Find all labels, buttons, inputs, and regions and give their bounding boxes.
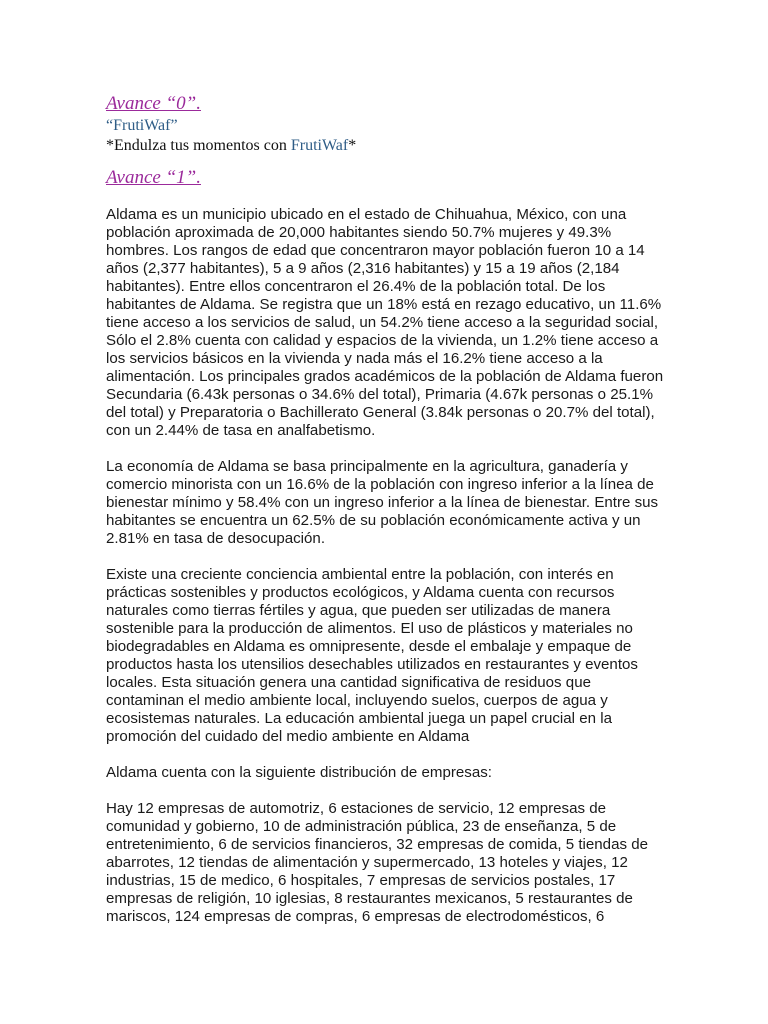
slogan-brand: FrutiWaf <box>290 137 349 154</box>
paragraph-business-list: Hay 12 empresas de automotriz, 6 estaciones de servicio, 12 empresas de comunidad y gobierno, 10 de administración pública, 23 de enseñanza, 5 de entretenimiento, 6 de servicios financieros, 32 empresas de comida, 5 tiendas de abarrotes, 12 tiendas de alimentación y supermercado, 13 hoteles y viajes, 12 industrias, 15 de medico, 6 hospitales, 7 empresas de servicios postales, 17 empresas de religión, 10 iglesias, 8 restaurantes mexicanos, 5 restaurantes de mariscos, 124 empresas de compras, 6 empresas de electrodomésticos, 6 <box>106 800 648 925</box>
slogan-line <box>106 136 666 156</box>
slogan-prefix: *Endulza tus momentos con <box>106 137 291 154</box>
paragraph-economy: La economía de Aldama se basa principalmente en la agricultura, ganadería y comercio minorista con un 16.6% de la población con ingreso inferior a la línea de bienestar mínimo y 58.4% con un ingreso inferior a la línea de bienestar. Entre sus habitantes se encuentra un 62.5% de su población económicamente activa y un 2.81% en tasa de desocupación. <box>106 458 659 547</box>
document-content <box>106 92 666 926</box>
paragraph-environment: Existe una creciente conciencia ambiental entre la población, con interés en prácticas sostenibles y productos ecológicos, y Aldama cuenta con recursos naturales como tierras fértiles y agua, que pueden ser utilizadas de manera sostenible para la producción de alimentos. El uso de plásticos y materiales no biodegradables en Aldama es omnipresente, desde el embalaje y empaque de productos hasta los utensilios desechables utilizados en restaurantes y eventos locales. Esta situación genera una cantidad significativa de residuos que contaminan el medio ambiente local, incluyendo suelos, cuerpos de agua y ecosistemas naturales. La educación ambiental juega un papel crucial en la promoción del cuidado del medio ambiente en Aldama <box>106 566 638 745</box>
heading-avance-0: Avance “0”. <box>106 93 201 114</box>
brand-name-quoted: “FrutiWaf” <box>106 117 178 134</box>
slogan-suffix: * <box>348 137 357 154</box>
heading-avance-1: Avance “1”. <box>106 167 201 188</box>
paragraph-demographics: Aldama es un municipio ubicado en el estado de Chihuahua, México, con una población aproximada de 20,000 habitantes siendo 50.7% mujeres y 49.3% hombres. Los rangos de edad que concentraron mayor población fueron 10 a 14 años (2,377 habitantes), 5 a 9 años (2,316 habitantes) y 15 a 19 años (2,184 habitantes). Entre ellos concentraron el 26.4% de la población total. De los habitantes de Aldama. Se registra que un 18% está en rezago educativo, un 11.6% tiene acceso a los servicios de salud, un 54.2% tiene acceso a la seguridad social, Sólo el 2.8% cuenta con calidad y espacios de la vivienda, un 1.2% tiene acceso a los servicios básicos en la vivienda y nada más el 16.2% tiene acceso a la alimentación. Los principales grados académicos de la población de Aldama fueron Secundaria (6.43k personas o 34.6% del total), Primaria (4.67k personas o 25.1% del total) y Preparatoria o Bachillerato General (3.84k personas o 20.7% del total), con un 2.44% de tasa en analfabetismo. <box>106 206 664 439</box>
paragraph-business-intro: Aldama cuenta con la siguiente distribución de empresas: <box>106 764 492 781</box>
